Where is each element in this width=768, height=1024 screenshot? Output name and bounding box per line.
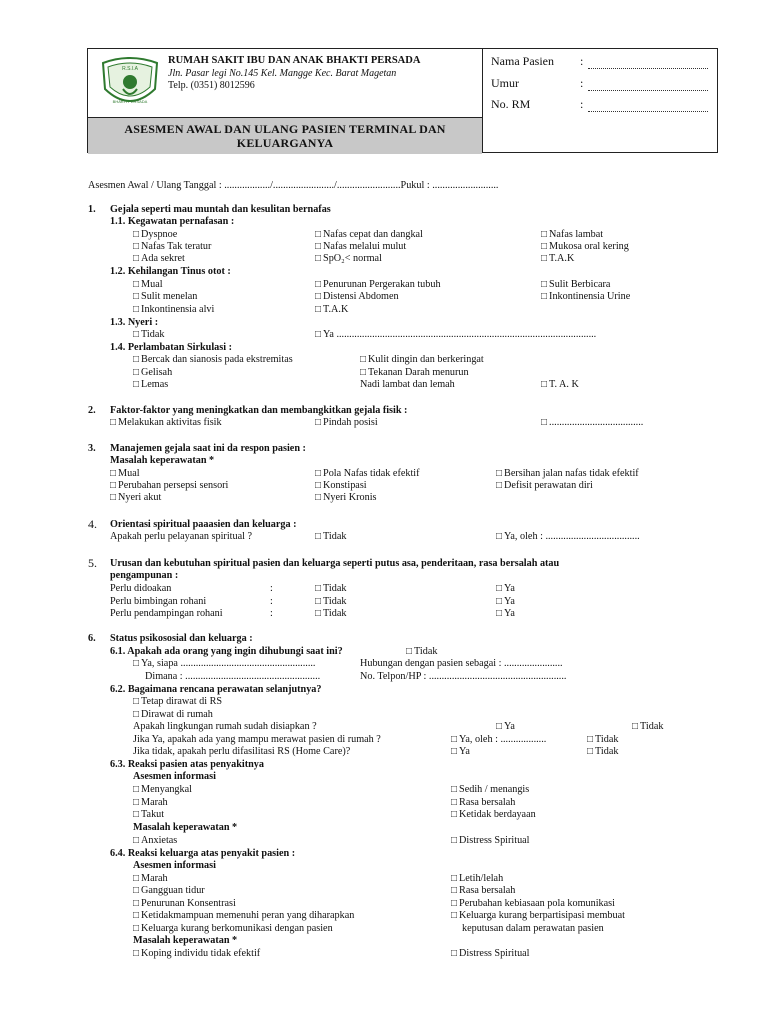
s4-question: Apakah perlu pelayanan spiritual ? xyxy=(110,531,253,542)
hospital-name: RUMAH SAKIT IBU DAN ANAK BHAKTI PERSADA xyxy=(168,55,421,66)
patient-age-colon: : xyxy=(580,76,584,90)
s1-option[interactable]: □ SpO₂< normal xyxy=(315,253,382,265)
s3-option[interactable]: □ Mual xyxy=(110,468,140,480)
header-divider xyxy=(482,49,483,153)
s6-sub2-question: Jika tidak, apakah perlu difasilitasi RS (Home Care)? xyxy=(133,746,351,757)
s6-option[interactable]: □ Keluarga kurang berkomunikasi dengan pasien xyxy=(133,923,333,935)
s1-sub4-title: 1.4. Perlambatan Sirkulasi : xyxy=(110,342,232,353)
s1-option[interactable]: □ T. A. K xyxy=(541,379,579,391)
s1-option[interactable]: □ Kulit dingin dan berkeringat xyxy=(360,354,484,366)
s6-option[interactable]: □ Marah xyxy=(133,797,168,809)
s4-number: 4. xyxy=(88,517,97,531)
title-band xyxy=(88,117,482,154)
s1-option[interactable]: □ Bercak dan sianosis pada ekstremitas xyxy=(133,354,293,366)
form-title: ASESMEN AWAL DAN ULANG PASIEN TERMINAL DAN KELUARGANYA xyxy=(124,122,446,150)
s3-option[interactable]: □ Konstipasi xyxy=(315,480,367,492)
s1-option[interactable]: □ Sulit menelan xyxy=(133,291,197,303)
s6-option[interactable]: □ Rasa bersalah xyxy=(451,797,515,809)
s1-option[interactable]: □ Ya ...................................................................................................... xyxy=(315,329,596,341)
s6-sub2-no[interactable]: □ Tidak xyxy=(587,746,618,758)
s6-sub1-phone[interactable]: No. Telpon/HP : ...................................................... xyxy=(360,671,567,682)
s6-option[interactable]: □ Takut xyxy=(133,809,164,821)
s1-option-text: Nadi lambat dan lemah xyxy=(360,379,455,390)
s3-title: Manajemen gejala saat ini da respon pasien : xyxy=(110,443,306,454)
s3-option[interactable]: □ Pola Nafas tidak efektif xyxy=(315,468,420,480)
s6-option[interactable]: □ Ketidakmampuan memenuhi peran yang diharapkan xyxy=(133,910,354,922)
s5-row-no[interactable]: □ Tidak xyxy=(315,583,346,595)
s3-option[interactable]: □ Perubahan persepsi sensori xyxy=(110,480,228,492)
patient-rm-colon: : xyxy=(580,97,584,111)
s4-option[interactable]: □ Tidak xyxy=(315,531,346,543)
s6-option[interactable]: □ Marah xyxy=(133,873,168,885)
header-box xyxy=(87,48,718,153)
hospital-phone: Telp. (0351) 8012596 xyxy=(168,80,255,91)
s6-option[interactable]: □ Ketidak berdayaan xyxy=(451,809,536,821)
s5-row-label: Perlu bimbingan rohani xyxy=(110,596,207,607)
s1-option[interactable]: □ Mual xyxy=(133,279,163,291)
s6-sub1-yes[interactable]: □ Ya, siapa ..................................................... xyxy=(133,658,315,670)
s5-row-yes[interactable]: □ Ya xyxy=(496,583,515,595)
date-line[interactable]: Asesmen Awal / Ulang Tanggal : ................../......................../.........................Pukul : .......................... xyxy=(88,180,499,191)
s1-option[interactable]: □ Sulit Berbicara xyxy=(541,279,610,291)
s6-option[interactable]: □ Menyangkal xyxy=(133,784,192,796)
s1-option[interactable]: □ Lemas xyxy=(133,379,168,391)
s2-option[interactable]: □ Melakukan aktivitas fisik xyxy=(110,417,222,429)
patient-rm-label: No. RM xyxy=(491,97,531,111)
s6-option[interactable]: □ Rasa bersalah xyxy=(451,885,515,897)
s1-sub3-title: 1.3. Nyeri : xyxy=(110,317,159,328)
hospital-logo-icon xyxy=(99,55,161,109)
s6-option-continuation: keputusan dalam perawatan pasien xyxy=(462,923,604,934)
s6-sub1-no[interactable]: □ Tidak xyxy=(406,646,437,658)
s5-row-label: Perlu pendampingan rohani xyxy=(110,608,223,619)
s6-sub2-yes[interactable]: □ Ya, oleh : .................. xyxy=(451,734,546,746)
s6-sub2-yes[interactable]: □ Ya xyxy=(451,746,470,758)
s3-number: 3. xyxy=(88,443,96,454)
s6-option[interactable]: □ Sedih / menangis xyxy=(451,784,529,796)
s1-option[interactable]: □ Ada sekret xyxy=(133,253,185,265)
s3-option[interactable]: □ Nyeri akut xyxy=(110,492,161,504)
s1-option[interactable]: □ Penurunan Pergerakan tubuh xyxy=(315,279,441,291)
patient-name-label: Nama Pasien xyxy=(491,54,554,68)
s2-option[interactable]: □ ..................................... xyxy=(541,417,643,429)
s1-option[interactable]: □ Tidak xyxy=(133,329,164,341)
s6-sub2-title: 6.2. Bagaimana rencana perawatan selanjutnya? xyxy=(110,684,322,695)
s6-number: 6. xyxy=(88,633,96,644)
s2-title: Faktor-faktor yang meningkatkan dan membangkitkan gejala fisik : xyxy=(110,405,408,416)
s5-row-yes[interactable]: □ Ya xyxy=(496,596,515,608)
s1-title: Gejala seperti mau muntah dan kesulitan bernafas xyxy=(110,204,331,215)
s4-option[interactable]: □ Ya, oleh : ..................................... xyxy=(496,531,640,543)
s2-number: 2. xyxy=(88,405,96,416)
s3-option[interactable]: □ Defisit perawatan diri xyxy=(496,480,593,492)
s6-option[interactable]: □ Letih/lelah xyxy=(451,873,503,885)
s5-row-label: Perlu didoakan xyxy=(110,583,172,594)
s6-option[interactable]: □ Distress Spiritual xyxy=(451,948,530,960)
s5-row-yes[interactable]: □ Ya xyxy=(496,608,515,620)
s6-sub2-no[interactable]: □ Tidak xyxy=(587,734,618,746)
s1-option[interactable]: □ Distensi Abdomen xyxy=(315,291,399,303)
s1-sub2-title: 1.2. Kehilangan Tinus otot : xyxy=(110,266,231,277)
s6-sub1-where[interactable]: Dimana : ..................................................... xyxy=(145,671,321,682)
s3-subtitle: Masalah keperawatan * xyxy=(110,455,215,466)
s6-sub4-title: 6.4. Reaksi keluarga atas penyakit pasien : xyxy=(110,848,296,859)
s6-option[interactable]: □ Gangguan tidur xyxy=(133,885,205,897)
s1-option[interactable]: □ Inkontinensia alvi xyxy=(133,304,214,316)
s1-option[interactable]: □ Nafas cepat dan dangkal xyxy=(315,229,423,241)
s6-sub4-info: Asesmen informasi xyxy=(133,860,216,871)
s5-row-no[interactable]: □ Tidak xyxy=(315,608,346,620)
svg-text:BHAKTI PERSADA: BHAKTI PERSADA xyxy=(112,99,148,104)
s1-sub1-title: 1.1. Kegawatan pernafasan : xyxy=(110,216,235,227)
s6-sub2-question: Jika Ya, apakah ada yang mampu merawat pasien di rumah ? xyxy=(133,734,381,745)
s5-row-no[interactable]: □ Tidak xyxy=(315,596,346,608)
s5-title-line1: Urusan dan kebutuhan spiritual pasien dan keluarga seperti putus asa, penderitaan, rasa bersalah atau xyxy=(110,558,560,569)
s1-option[interactable]: □ T.A.K xyxy=(541,253,574,265)
s1-option[interactable]: □ Nafas lambat xyxy=(541,229,603,241)
s6-sub2-yes[interactable]: □ Ya xyxy=(496,721,515,733)
s1-option[interactable]: □ Nafas melalui mulut xyxy=(315,241,406,253)
s5-row-colon: : xyxy=(270,608,273,619)
hospital-address: Jln. Pasar legi No.145 Kel. Mangge Kec. Barat Magetan xyxy=(168,68,397,79)
s1-option[interactable]: □ Tekanan Darah menurun xyxy=(360,367,469,379)
s5-row-colon: : xyxy=(270,583,273,594)
s5-number: 5. xyxy=(88,556,97,570)
patient-age-field[interactable] xyxy=(588,82,708,91)
s6-sub3-info: Asesmen informasi xyxy=(133,771,216,782)
s6-option[interactable]: □ Tetap dirawat di RS xyxy=(133,696,222,708)
s6-option[interactable]: □ Anxietas xyxy=(133,835,177,847)
s6-option[interactable]: □ Distress Spiritual xyxy=(451,835,530,847)
s6-sub3-title: 6.3. Reaksi pasien atas penyakitnya xyxy=(110,759,264,770)
patient-age-label: Umur xyxy=(491,76,519,90)
s6-sub1-title: 6.1. Apakah ada orang yang ingin dihubungi saat ini? xyxy=(110,646,343,657)
s1-number: 1. xyxy=(88,204,96,215)
s1-option[interactable]: □ Dyspnoe xyxy=(133,229,177,241)
s6-option[interactable]: □ Perubahan kebiasaan pola komunikasi xyxy=(451,898,615,910)
patient-rm-field[interactable] xyxy=(588,103,708,112)
s1-option[interactable]: □ Mukosa oral kering xyxy=(541,241,629,253)
s1-option[interactable]: □ Gelisah xyxy=(133,367,172,379)
svg-text:R.S.I.A: R.S.I.A xyxy=(122,66,138,72)
patient-name-colon: : xyxy=(580,54,584,68)
s6-option[interactable]: □ Dirawat di rumah xyxy=(133,709,213,721)
patient-name-field[interactable] xyxy=(588,60,708,69)
s6-option[interactable]: □ Penurunan Konsentrasi xyxy=(133,898,236,910)
s1-option[interactable]: □ T.A.K xyxy=(315,304,348,316)
s1-option[interactable]: □ Nafas Tak teratur xyxy=(133,241,211,253)
s6-sub4-problem: Masalah keperawatan * xyxy=(133,935,238,946)
s6-option[interactable]: □ Keluarga kurang berpartisipasi membuat xyxy=(451,910,625,922)
s5-title-line2: pengampunan : xyxy=(110,570,179,581)
s3-option[interactable]: □ Nyeri Kronis xyxy=(315,492,377,504)
s6-title: Status psikososial dan keluarga : xyxy=(110,633,253,644)
s4-title: Orientasi spiritual paaasien dan keluarga : xyxy=(110,519,297,530)
s6-option[interactable]: □ Koping individu tidak efektif xyxy=(133,948,260,960)
s3-option[interactable]: □ Bersihan jalan nafas tidak efektif xyxy=(496,468,639,480)
s6-sub1-relation[interactable]: Hubungan dengan pasien sebagai : ....................... xyxy=(360,658,563,669)
s6-sub3-problem: Masalah keperawatan * xyxy=(133,822,238,833)
s6-sub2-question: Apakah lingkungan rumah sudah disiapkan ? xyxy=(133,721,317,732)
s2-option[interactable]: □ Pindah posisi xyxy=(315,417,378,429)
s5-row-colon: : xyxy=(270,596,273,607)
s6-sub2-no[interactable]: □ Tidak xyxy=(632,721,663,733)
s1-option[interactable]: □ Inkontinensia Urine xyxy=(541,291,630,303)
